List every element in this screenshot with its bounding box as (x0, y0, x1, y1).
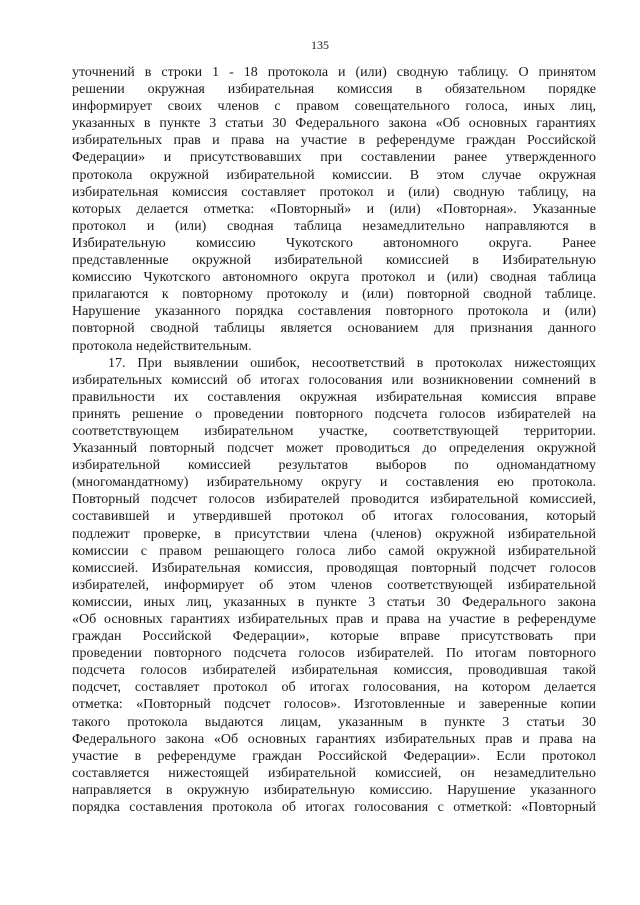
text-line: подсчета голосов избирателей избирательная комиссия, проводившая такой (72, 663, 596, 679)
text-line: Федерального закона «Об основных гарантиях избирательных прав и права на (72, 731, 596, 747)
text-line: указанных в пункте 3 статьи 30 Федерального закона «Об основных гарантиях (72, 116, 596, 132)
text-line: правильности их составления окружная избирательная комиссия вправе (72, 389, 596, 405)
text-line: которых делается отметка: «Повторный» и (или) «Повторная». Указанные (72, 201, 596, 217)
text-line: отметка: «Повторный подсчет голосов». Изготовленные и заверенные копии (72, 697, 596, 713)
text-line: протокола окружной избирательной комиссии. В этом случае окружная (72, 167, 596, 183)
text-line: (многомандатному) избирательному округу и составления ею протокола. (72, 475, 596, 491)
text-line: «Об основных гарантиях избирательных прав и права на участие в референдуме (72, 612, 596, 627)
text-line: Федерации» и присутствовавших при составлении ранее утвержденного (72, 150, 596, 166)
text-line: Избирательную комиссию Чукотского автономного округа. Ранее (72, 235, 596, 251)
text-line: подлежит проверке, в присутствии члена (членов) окружной избирательной (72, 526, 596, 542)
document-body (72, 64, 596, 816)
text-line: такого протокола выдаются лицам, указанным в пункте 3 статьи 30 (72, 714, 596, 730)
text-line: протокола недействительным. (72, 338, 252, 354)
paragraph-continuation (72, 64, 596, 355)
text-line: соответствующем избирательном участке, соответствующей территории. (72, 423, 596, 439)
text-line: информирует своих членов с правом совещательного голоса, иных лиц, (72, 99, 596, 115)
page-number: 135 (311, 38, 329, 52)
text-line: избирательной комиссией результатов выборов по одномандатному (72, 458, 596, 474)
text-line: избирательных комиссий об итогах голосования или возникновении сомнений в (72, 372, 596, 388)
text-line: участие в референдуме граждан Российской Федерации». Если протокол (72, 748, 596, 764)
text-line: порядка составления протокола об итогах голосования с отметкой: «Повторный (72, 800, 596, 816)
text-line: направляется в окружную избирательную комиссию. Нарушение указанного (72, 782, 596, 798)
text-line: избирательная комиссия составляет протокол и (или) сводную таблицу, на (72, 184, 596, 200)
paragraph-item-17 (72, 355, 596, 817)
text-line: граждан Российской Федерации», которые вправе присутствовать при (72, 629, 596, 645)
text-line: составившей и утвердившей протокол об итогах голосования, который (72, 509, 596, 525)
text-line: прилагаются к повторному протоколу и (или) повторной сводной таблице. (72, 287, 596, 303)
text-line: проведении повторного подсчета голосов избирателей. По итогам повторного (72, 646, 596, 662)
text-line: подсчет, составляет протокол об итогах голосования, на котором делается (72, 680, 596, 696)
text-line: комиссии с правом решающего голоса либо самой окружной избирательной (72, 543, 596, 559)
text-line: составляется нижестоящей избирательной комиссией, он незамедлительно (72, 765, 596, 781)
text-line: Повторный подсчет голосов избирателей проводится избирательной комиссией, (72, 492, 596, 508)
text-line: избирательных прав и права на участие в референдуме граждан Российской (72, 133, 596, 149)
text-line: комиссией. Избирательная комиссия, проводящая повторный подсчет голосов (72, 560, 596, 576)
text-line: Указанный повторный подсчет может проводиться до определения окружной (72, 441, 596, 457)
text-line: комиссии, иных лиц, указанных в пункте 3 статьи 30 Федерального закона (72, 594, 596, 610)
text-line: избирателей, информирует об этом членов соответствующей избирательной (72, 577, 596, 593)
text-line: уточнений в строки 1 - 18 протокола и (или) сводную таблицу. О принятом (72, 65, 596, 80)
text-line: решении окружная избирательная комиссия в обязательном порядке (72, 82, 596, 98)
text-line: представленные окружной избирательной комиссией в Избирательную (72, 253, 596, 269)
text-line: протокол и (или) сводная таблица незамедлительно направляются в (72, 218, 596, 234)
text-line: Нарушение указанного порядка составления повторного протокола и (или) (72, 304, 596, 320)
text-line: 17. При выявлении ошибок, несоответствий в протоколах нижестоящих (108, 355, 596, 371)
text-line: повторной сводной таблицы является основанием для признания данного (72, 321, 596, 337)
text-line: принять решение о проведении повторного подсчета голосов избирателей на (72, 406, 596, 422)
text-line: комиссию Чукотского автономного округа протокол и (или) сводная таблица (72, 270, 596, 286)
